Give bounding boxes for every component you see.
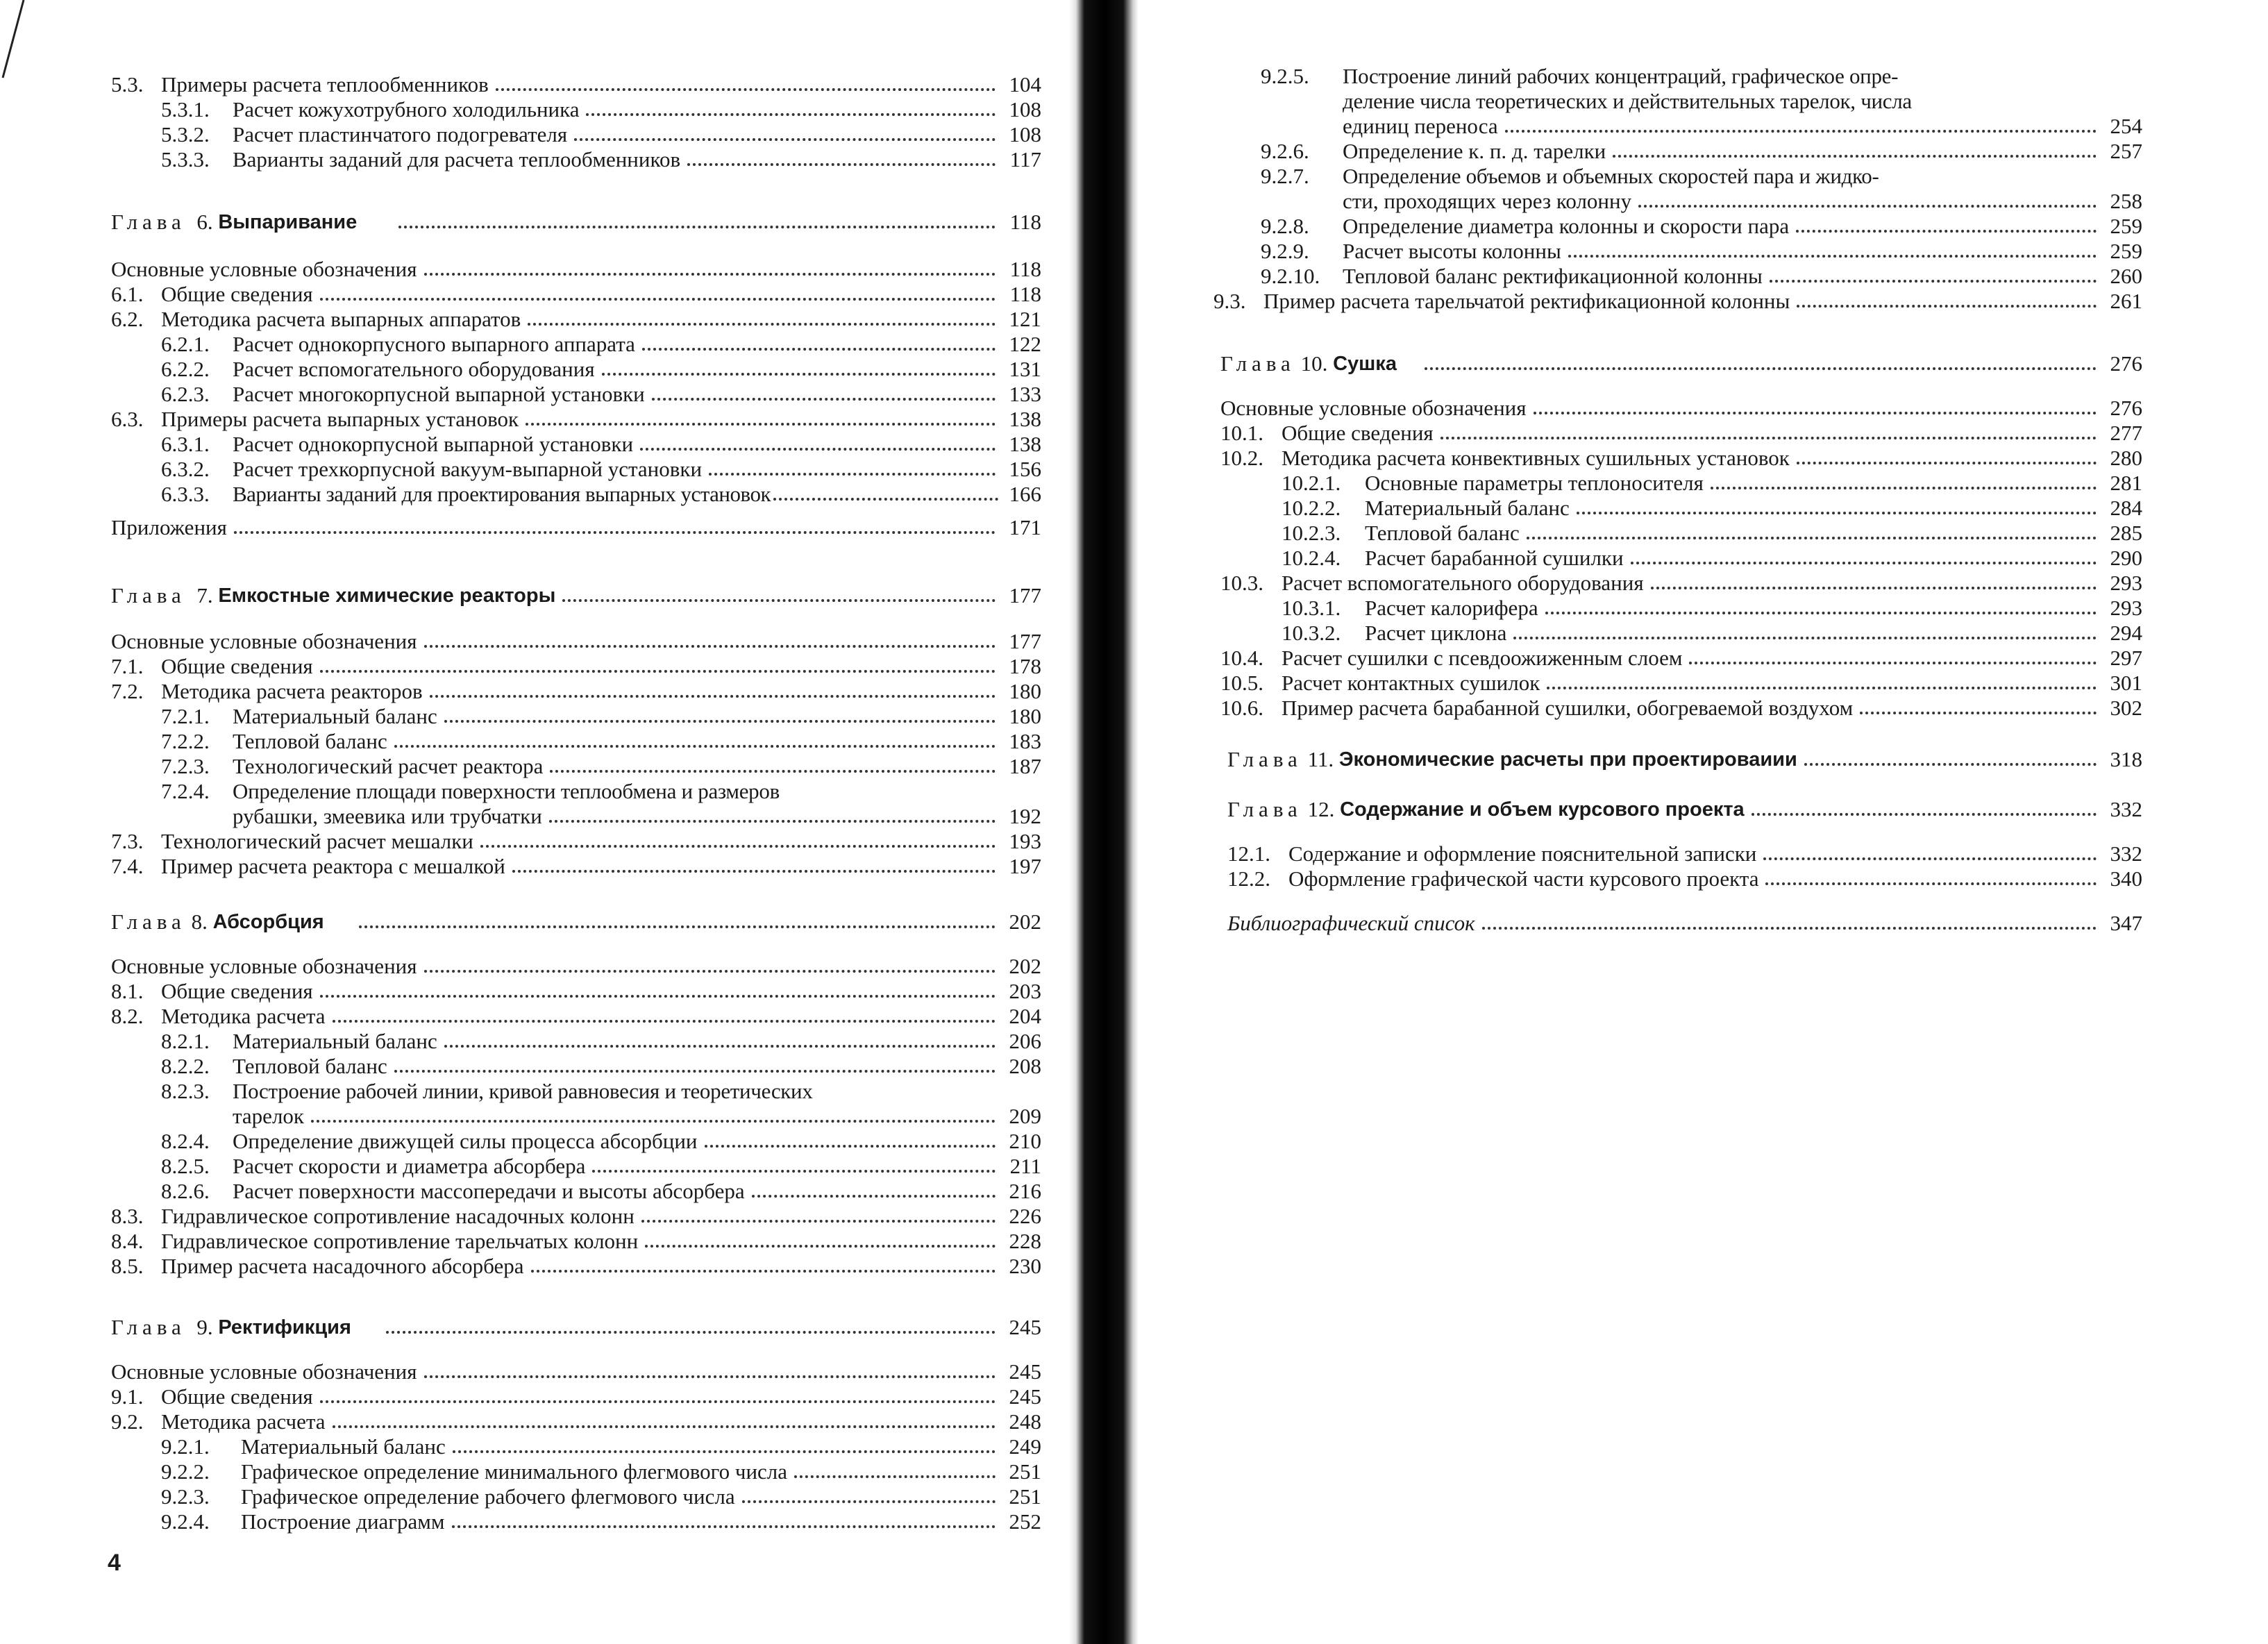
- toc-entry[interactable]: 6.2.2. Расчет вспомогательного оборудования 131: [161, 357, 1041, 381]
- chapter-heading[interactable]: Глава 9. Ректификция 245: [111, 1315, 1041, 1339]
- toc-entry[interactable]: 6.2.1. Расчет однокорпусного выпарного аппарата 122: [161, 332, 1041, 356]
- toc-entry[interactable]: 6.1. Общие сведения 118: [111, 282, 1041, 306]
- chapter-heading[interactable]: Глава 6. Выпаривание 118: [111, 210, 1041, 234]
- right-page: [1139, 0, 2268, 1644]
- toc-entry[interactable]: 8.2. Методика расчета 204: [111, 1004, 1041, 1028]
- toc-entry[interactable]: 8.2.4. Определение движущей силы процесса абсорбции 210: [161, 1129, 1041, 1153]
- toc-entry[interactable]: Основные условные обозначения 276: [1220, 396, 2142, 420]
- toc-entry[interactable]: 12.1. Содержание и оформление пояснительной записки 332: [1227, 841, 2142, 866]
- toc-entry[interactable]: 10.2.1. Основные параметры теплоносителя 281: [1282, 471, 2142, 495]
- toc-entry[interactable]: 10.2.2. Материальный баланс 284: [1282, 496, 2142, 520]
- toc-entry[interactable]: 10.1. Общие сведения 277: [1220, 421, 2142, 445]
- toc-entry[interactable]: Библиографический список 347: [1227, 911, 2142, 935]
- toc-entry[interactable]: Основные условные обозначения 202: [111, 954, 1041, 978]
- toc-entry[interactable]: 9.2.5. Построение линий рабочих концентраций, графическое опре- деление числа теоретических и действительных тарелок, числа единиц переноса 254: [1261, 64, 2142, 138]
- toc-entry[interactable]: 9.2.9. Расчет высоты колонны 259: [1261, 239, 2142, 263]
- toc-entry[interactable]: 6.3. Примеры расчета выпарных установок 138: [111, 407, 1041, 431]
- toc-entry[interactable]: 9.2.1. Материальный баланс 249: [161, 1434, 1041, 1459]
- toc-entry[interactable]: 10.2.4. Расчет барабанной сушилки 290: [1282, 546, 2142, 570]
- toc-entry[interactable]: 9.2.7. Определение объемов и объемных скоростей пара и жидко- сти, проходящих через колонну 258: [1261, 164, 2142, 213]
- toc-entry[interactable]: 10.2. Методика расчета конвективных сушильных установок 280: [1220, 446, 2142, 470]
- toc-entry[interactable]: 9.2.3. Графическое определение рабочего флегмового числа 251: [161, 1484, 1041, 1509]
- toc-entry[interactable]: 7.2. Методика расчета реакторов 180: [111, 679, 1041, 703]
- toc-entry[interactable]: 9.2.6. Определение к. п. д. тарелки 257: [1261, 139, 2142, 163]
- toc-entry[interactable]: 9.1. Общие сведения 245: [111, 1384, 1041, 1409]
- toc-entry[interactable]: 9.2.10. Тепловой баланс ректификационной колонны 260: [1261, 264, 2142, 288]
- toc-entry[interactable]: 8.4. Гидравлическое сопротивление тарельчатых колонн 228: [111, 1229, 1041, 1253]
- chapter-heading[interactable]: Глава 7. Емкостные химические реакторы 177: [111, 583, 1041, 607]
- toc-entry[interactable]: 6.3.2. Расчет трехкорпусной вакуум-выпарной установки 156: [161, 457, 1041, 481]
- toc-entry[interactable]: 5.3.2. Расчет пластинчатого подогревателя 108: [161, 122, 1041, 146]
- toc-entry[interactable]: Основные условные обозначения 245: [111, 1359, 1041, 1384]
- toc-entry[interactable]: 7.3. Технологический расчет мешалки 193: [111, 829, 1041, 853]
- toc-entry[interactable]: 5.3.3. Варианты заданий для расчета теплообменников 117: [161, 147, 1041, 171]
- toc-entry[interactable]: 5.3. Примеры расчета теплообменников 104: [111, 72, 1041, 97]
- toc-entry[interactable]: 7.2.2. Тепловой баланс 183: [161, 729, 1041, 753]
- toc-entry[interactable]: 7.1. Общие сведения 178: [111, 654, 1041, 678]
- chapter-heading[interactable]: Глава 12. Содержание и объем курсового проекта 332: [1227, 797, 2142, 821]
- book-spine: [1069, 0, 1139, 1644]
- toc-entry[interactable]: 8.3. Гидравлическое сопротивление насадочных колонн 226: [111, 1204, 1041, 1228]
- toc-entry[interactable]: 7.2.3. Технологический расчет реактора 187: [161, 754, 1041, 778]
- toc-entry[interactable]: Основные условные обозначения 118: [111, 257, 1041, 281]
- toc-entry[interactable]: 6.3.3. Варианты заданий для проектирования выпарных установок 166: [161, 482, 1041, 506]
- left-page: [0, 0, 1069, 1644]
- toc-entry[interactable]: 7.2.4. Определение площади поверхности теплообмена и размеров рубашки, змеевика или трубчатки 192: [161, 779, 1041, 828]
- toc-entry[interactable]: 9.2.4. Построение диаграмм 252: [161, 1509, 1041, 1534]
- toc-entry[interactable]: 10.4. Расчет сушилки с псевдоожиженным слоем 297: [1220, 646, 2142, 670]
- toc-entry[interactable]: 7.2.1. Материальный баланс 180: [161, 704, 1041, 728]
- toc-entry[interactable]: Основные условные обозначения 177: [111, 629, 1041, 653]
- toc-entry[interactable]: 10.3.2. Расчет циклона 294: [1282, 621, 2142, 645]
- toc-entry[interactable]: 9.2. Методика расчета 248: [111, 1409, 1041, 1434]
- toc-entry[interactable]: 6.2.3. Расчет многокорпусной выпарной установки 133: [161, 382, 1041, 406]
- toc-entry[interactable]: 10.2.3. Тепловой баланс 285: [1282, 521, 2142, 545]
- toc-entry[interactable]: 12.2. Оформление графической части курсового проекта 340: [1227, 866, 2142, 891]
- toc-entry[interactable]: 8.2.6. Расчет поверхности массопередачи и высоты абсорбера 216: [161, 1179, 1041, 1203]
- toc-entry[interactable]: 8.2.2. Тепловой баланс 208: [161, 1054, 1041, 1078]
- toc-entry[interactable]: 6.3.1. Расчет однокорпусной выпарной установки 138: [161, 432, 1041, 456]
- toc-entry[interactable]: 8.2.3. Построение рабочей линии, кривой равновесия и теоретических тарелок 209: [161, 1079, 1041, 1128]
- toc-entry[interactable]: 8.1. Общие сведения 203: [111, 979, 1041, 1003]
- toc-entry[interactable]: 9.2.8. Определение диаметра колонны и скорости пара 259: [1261, 214, 2142, 238]
- toc-entry[interactable]: 6.2. Методика расчета выпарных аппаратов 121: [111, 307, 1041, 331]
- chapter-heading[interactable]: Глава 11. Экономические расчеты при проектироваиии 318: [1227, 747, 2142, 771]
- toc-entry[interactable]: 8.5. Пример расчета насадочного абсорбера 230: [111, 1254, 1041, 1278]
- toc-entry[interactable]: 8.2.1. Материальный баланс 206: [161, 1029, 1041, 1053]
- toc-entry[interactable]: 5.3.1. Расчет кожухотрубного холодильника 108: [161, 97, 1041, 121]
- chapter-heading[interactable]: Глава 10. Сушка 276: [1220, 351, 2142, 376]
- toc-entry[interactable]: 8.2.5. Расчет скорости и диаметра абсорбера 211: [161, 1154, 1041, 1178]
- toc-entry[interactable]: 10.3. Расчет вспомогательного оборудования 293: [1220, 571, 2142, 595]
- toc-entry[interactable]: 10.6. Пример расчета барабанной сушилки, обогреваемой воздухом 302: [1220, 696, 2142, 720]
- toc-entry[interactable]: Приложения 171: [111, 515, 1041, 539]
- toc-entry[interactable]: 10.3.1. Расчет калорифера 293: [1282, 596, 2142, 620]
- toc-entry[interactable]: 10.5. Расчет контактных сушилок 301: [1220, 671, 2142, 695]
- toc-entry[interactable]: 7.4. Пример расчета реактора с мешалкой 197: [111, 854, 1041, 878]
- toc-entry[interactable]: 9.2.2. Графическое определение минимального флегмового числа 251: [161, 1459, 1041, 1484]
- toc-entry[interactable]: 9.3. Пример расчета тарельчатой ректификационной колонны 261: [1213, 289, 2142, 313]
- page-number: 4: [108, 1550, 121, 1576]
- chapter-heading[interactable]: Глава 8. Абсорбция 202: [111, 909, 1041, 934]
